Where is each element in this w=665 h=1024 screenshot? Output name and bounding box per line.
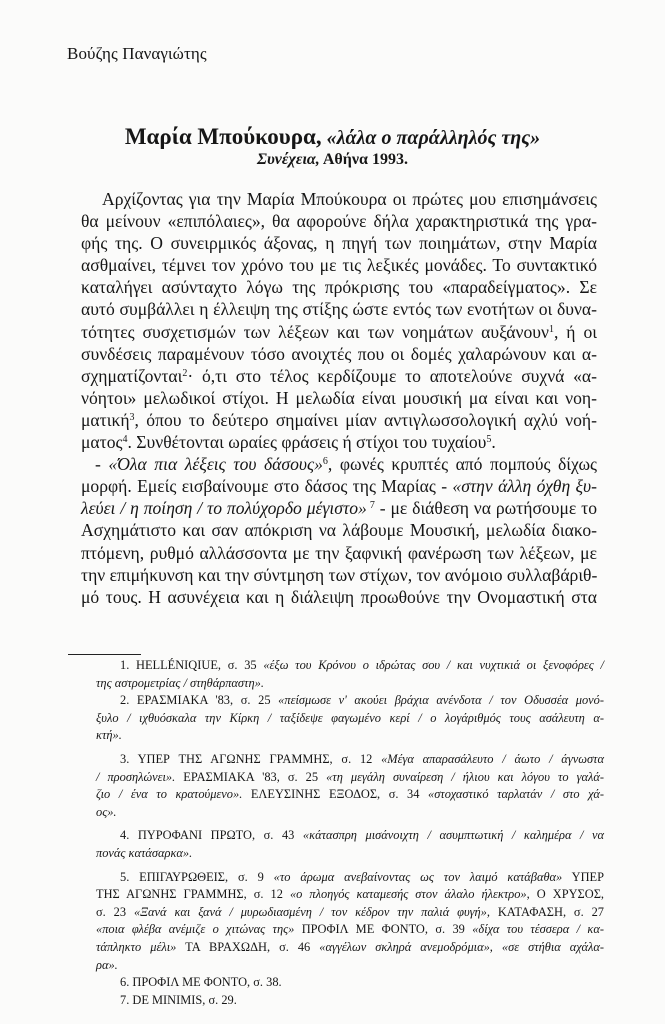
footnote-quote: «Μέγα απαρασάλευτο / άωτο / άγνωστα (381, 751, 604, 766)
footnote-quote: «δίχα του τέσσερα / κα- (472, 922, 604, 937)
footnote-rule (68, 654, 141, 655)
footnote-source: Ο ΧΡΥΣΟΣ, (529, 887, 605, 902)
footnote-source: ΤΗΣ ΑΓΩΝΗΣ ΓΡΑΜΜΗΣ, σ. 12 (96, 887, 290, 902)
footnote-line (96, 710, 604, 728)
body-text-run: τότητες συσχετισμών των λέξεων και των νοημάτων αυξάνουν (81, 321, 549, 342)
footnote-quote: ρα». (96, 957, 118, 972)
body-text-run: . Συνθέτονται ωραίες φράσεις ή στίχοι του τυχαίου (127, 432, 487, 453)
body-text-run: - (95, 454, 109, 475)
body-text-run: - με διάθεση να ρωτήσουμε το (374, 498, 598, 519)
subtitle-publisher: Συνέχεια, (257, 151, 320, 168)
footnote-line (96, 804, 604, 822)
footnote-source: 1. HELLÉNIQIUE, σ. 35 (120, 658, 264, 672)
quote-run: «στην άλλη όχθη ξυ- (452, 476, 597, 497)
footnote-source: ΕΡΑΣΜΙΑΚΑ '83, σ. 25 (175, 769, 327, 784)
footnote-source: ΥΠΕΡ (562, 869, 605, 884)
footnote-source: 3. ΥΠΕΡ ΤΗΣ ΑΓΩΝΗΣ ΓΡΑΜΜΗΣ, σ. 12 (120, 751, 382, 766)
footnote-quote: «ποια φλέβα ανέμιζε ο χιτώνας της» (96, 922, 295, 937)
footnote-line (96, 904, 604, 922)
footnote-line (96, 827, 604, 845)
footnote-ref-2: 2 (182, 367, 188, 379)
quote-run: «Όλα πια λέξεις του δάσους» (108, 454, 323, 475)
body-text-run: ματος (81, 432, 123, 453)
footnote-line (96, 751, 604, 769)
body-line: συνδέσεις παραμένουν τόσο ανοιχτές που οι δομές χαλαρώνουν και α- (81, 343, 597, 364)
footnote-line (96, 957, 604, 975)
footnote-ref-3: 3 (129, 411, 135, 423)
body-line (81, 475, 597, 497)
title-work: «λάλα ο παράλληλός της» (326, 127, 541, 149)
footnote-source: ΕΛΕΥΣΙΝΗΣ ΕΞΟΔΟΣ, σ. 34 (242, 787, 428, 802)
body-line (81, 409, 597, 431)
article-title (0, 124, 665, 150)
footnote-quote: τάπληκτο μέλι» (96, 939, 177, 954)
body-line: καταλήγει ασύνταχτο λόγω της πρόκρισης του «παραδείγματος». Σε (81, 277, 597, 298)
footnote-quote: «στοχαστικό ταρλατάν / στο χά- (428, 787, 604, 802)
body-line: την επιμήκυνση και την σύντμηση των στίχων, τον ανόμοιο συλλαβάριθ- (81, 564, 598, 585)
footnote-quote: ος». (96, 804, 117, 819)
running-head: Βούζης Παναγιώτης (67, 44, 207, 63)
body-text-run: , ή οι (553, 321, 597, 342)
footnote-line (96, 786, 604, 804)
footnote-ref-7: 7 (366, 500, 375, 512)
footnote-line (96, 869, 604, 887)
footnote-source: ΚΑΤΑΦΑΣΗ, σ. 27 (489, 904, 604, 919)
footnote-source: 2. ΕΡΑΣΜΙΑΚΑ '83, σ. 25 (120, 693, 279, 708)
footnote-line (96, 921, 604, 939)
footnote-quote: «Ξανά και ξανά / μυρωδιασμένη / τον κέδρον την παλιά φυγή», (133, 904, 490, 919)
footnote-ref-4: 4 (122, 434, 128, 446)
footnote-quote: «ο πλοηγός καταμεσής στον άλαλο ήλεκτρο», (289, 887, 530, 902)
body-line: πτόμενη, ρυθμό αλλάσσοντα με την ξαφνική φανέρωση των λέξεων, με (81, 542, 597, 563)
footnote-line (96, 939, 604, 957)
footnote-quote: «έξω του Κρόνου ο ιδρώτας σου / και νυχτικιά οι ξενοφόρες / (263, 658, 604, 672)
footnote-quote: «κάτασπρη μισάνοιχτη / ασυμπτωτική / καλημέρα / να (302, 828, 605, 843)
body-line: αυτό συμβάλλει η έλλειψη της στίξης ώστε εντός των ενοτήτων οι δυνα- (81, 299, 597, 320)
footnote-quote: «τη μεγάλη συναίρεση / ήλιου και λόγου το γαλά- (326, 769, 604, 784)
body-line: ασθμαίνει, τέμνει τον χρόνο του με τις λεξικές μονάδες. Το συντακτικό (81, 255, 597, 276)
footnote-quote: κτή». (96, 728, 122, 743)
footnote-quote: ξυλο / ιχθυόσκαλα την Κίρκη / ταξίδεψε φαγωμένο κερί / ο λογάριθμός τους ασάλευτη α- (96, 710, 604, 725)
body-line: θα μείνουν «επιπόλαιες», θα αφορούνε δήλα χαρακτηριστικά της γρα- (81, 211, 597, 232)
footnote-line (96, 845, 604, 863)
footnote-quote: «πείσμωσε ν' ακούει βράχια ανένδοτα / τον Οδυσσέα μονό- (278, 693, 604, 708)
body-line (81, 321, 597, 343)
footnote-source: 4. ΠΥΡΟΦΑΝΙ ΠΡΩΤΟ, σ. 43 (120, 828, 303, 843)
footnote-source: ΤΑ ΒΡΑΧΩΔΗ, σ. 46 (176, 939, 320, 954)
footnote-line (96, 675, 604, 693)
body-line (81, 497, 597, 519)
body-line (81, 453, 597, 475)
footnote-line (96, 727, 604, 745)
subtitle-place-year: Αθήνα 1993. (322, 151, 408, 168)
footnotes (96, 657, 604, 1009)
footnote-source: 5. ΕΠΙΓΑΥΡΩΘΕΙΣ, σ. 9 (120, 869, 274, 884)
body-text (81, 188, 597, 608)
title-author: Μαρία Μπούκουρα, (124, 124, 322, 149)
article-subtitle (0, 151, 665, 169)
body-line: φής της. Ο συνειρμικός άξονας, η πηγή των ποιημάτων, στην Μαρία (81, 233, 597, 254)
footnote-source: ΠΡΟΦΙΛ ΜΕ ΦΟΝΤΟ, σ. 39 (294, 922, 473, 937)
footnote-ref-5: 5 (486, 434, 492, 446)
body-line: μό τους. Η ασυνέχεια και η διάλειψη προωθούνε την Ονομαστική στα (81, 586, 597, 607)
footnote-line (96, 886, 604, 904)
body-text-run: σχηματίζονται (81, 365, 183, 386)
footnote-quote: «το άρωμα ανεβαίνοντας ως τον λαιμό κατάβαθα» (273, 869, 563, 884)
footnote-quote: / προσηλώνει». (96, 769, 176, 784)
body-text-run: ματική (81, 409, 130, 430)
footnote-line: 7. DE MINIMIS, σ. 29. (120, 992, 237, 1007)
body-text-run: · ό,τι στο τέλος κερδίζουμε το αποτελούνε συχνά «α- (187, 365, 597, 386)
footnote-quote: της αστρομετρίας / στηθάρπαστη». (96, 675, 264, 690)
body-text-run: μορφή. Εμείς εισβαίνουμε στο δάσος της Μαρίας - (81, 476, 453, 497)
body-text-run: , φωνές κρυπτές από πομπούς δίχως (327, 454, 597, 475)
body-line: Αρχίζοντας για την Μαρία Μπούκουρα οι πρώτες μου επισημάνσεις (102, 189, 597, 209)
footnote-line (96, 769, 604, 787)
quote-run: λεύει / η ποίηση / το πολύχορδο μέγιστο» (81, 498, 367, 519)
footnote-ref-6: 6 (322, 456, 328, 468)
body-line: Ασχημάτιστο και σαν απόκριση να λάβουμε Μουσική, μελωδία διακο- (81, 520, 597, 541)
body-line (81, 431, 597, 453)
body-text-run: , όπου το δεύτερο σημαίνει μίαν αντιγλωσσολογική αχλύ νοή- (134, 409, 597, 430)
body-text-run: . (491, 432, 496, 453)
body-line (81, 365, 597, 387)
footnote-ref-1: 1 (548, 323, 554, 335)
footnote-quote: πονάς κατάσαρκα». (96, 845, 193, 860)
footnote-line (96, 692, 604, 710)
footnote-line (96, 657, 604, 675)
footnote-line: 6. ΠΡΟΦΙΛ ΜΕ ΦΟΝΤΟ, σ. 38. (120, 975, 282, 990)
footnote-source: σ. 23 (96, 904, 134, 919)
footnote-quote: ζιο / ένα το κρατούμενο». (96, 787, 243, 802)
footnote-quote: «αγγέλων σκληρά ανεμοδρόμια», «σε στήθια αχάλα- (319, 939, 604, 954)
body-line: νόητοι» μελωδικοί στίχοι. Η μελωδία είναι μουσική μα είναι και νοη- (81, 387, 597, 408)
